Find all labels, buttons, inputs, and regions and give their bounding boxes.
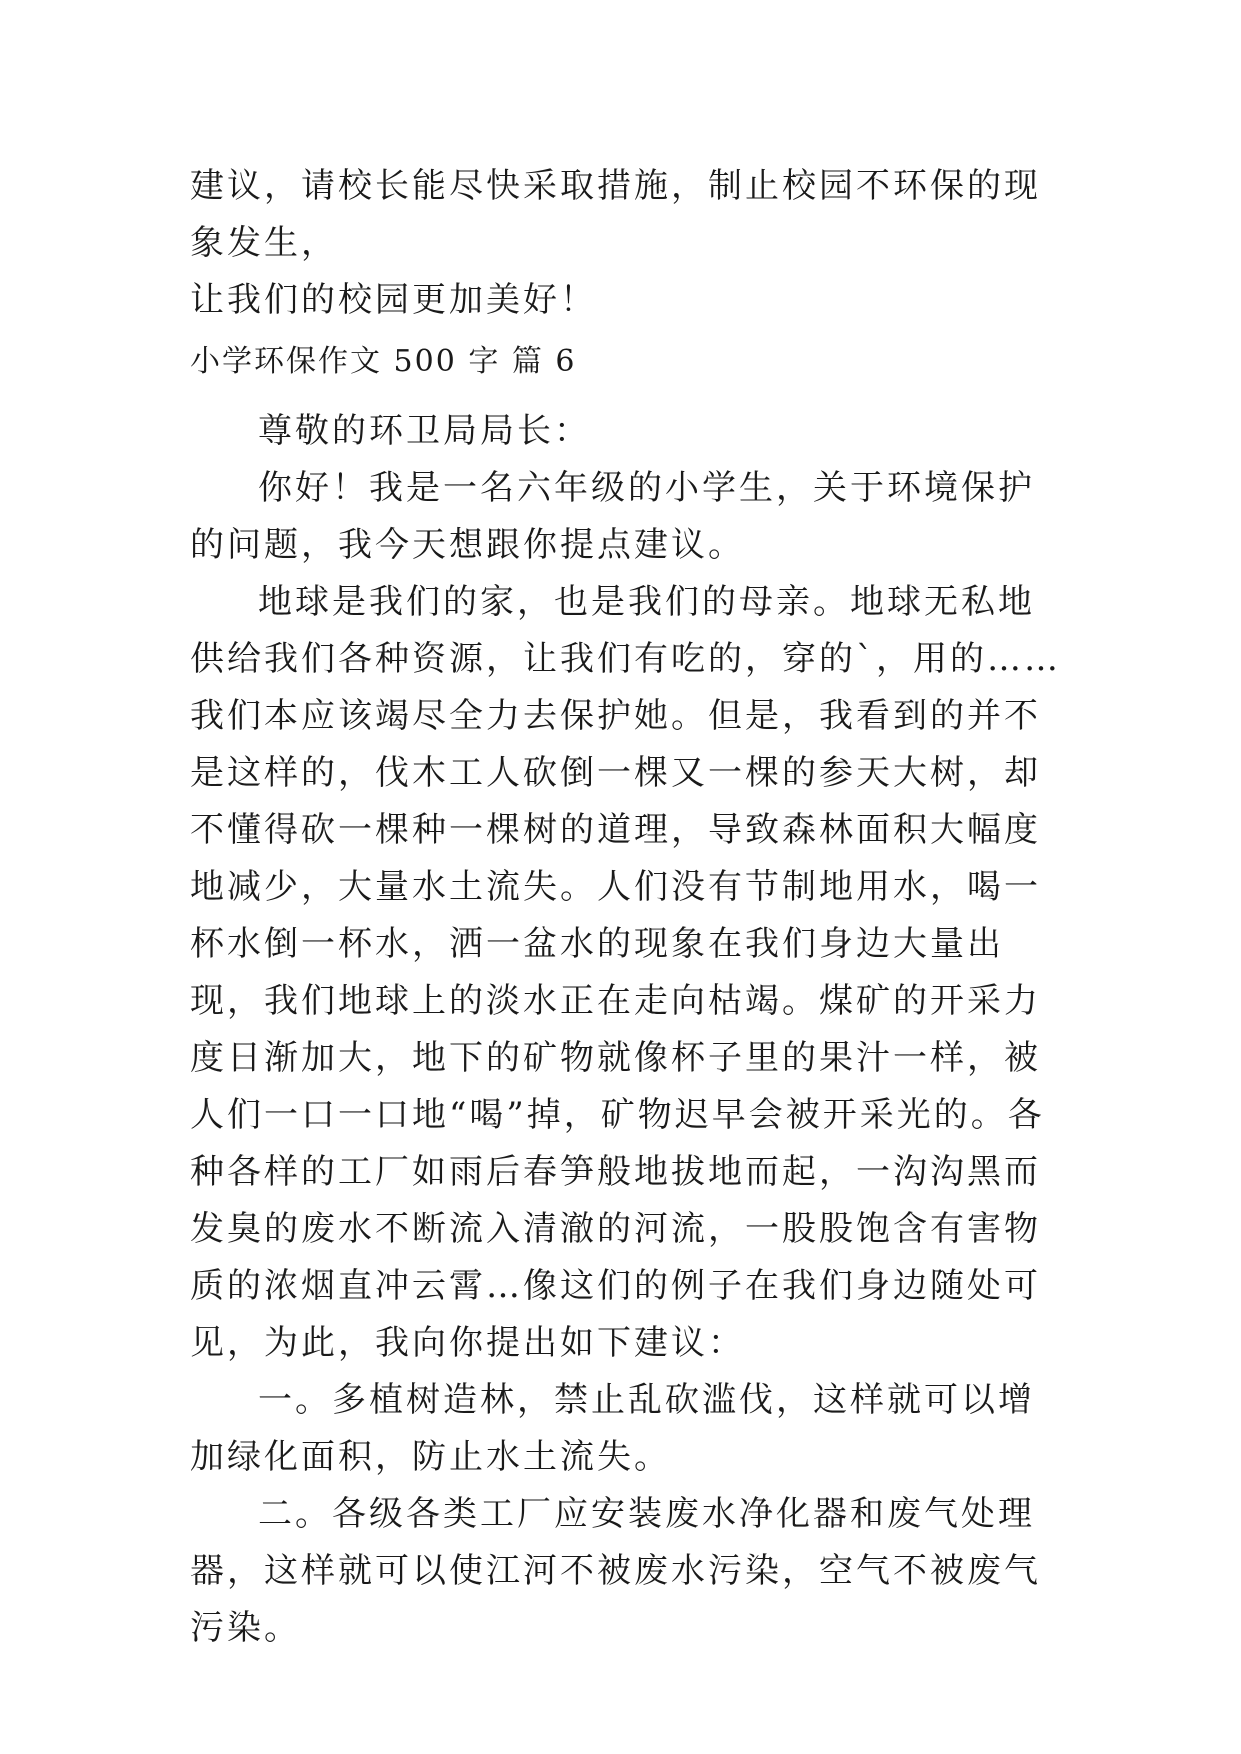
text-line: 让我们的校园更加美好！	[190, 280, 597, 320]
text-line: 建议，请校长能尽快采取措施，制止校园不环保的现象发生，	[190, 166, 1041, 263]
salutation: 尊敬的环卫局局长：	[258, 411, 591, 451]
paragraph: 地球是我们的家，也是我们的母亲。地球无私地供给我们各种资源，让我们有吃的，穿的`，用的……我们本应该竭尽全力去保护她。但是，我看到的并不是这样的，伐木工人砍倒一棵又一棵的参天大树，却不懂得砍一棵种一棵树的道理，导致森林面积大幅度地减少，大量水土流失。人们没有节制地用水，喝一杯水倒一杯水，洒一盆水的现象在我们身边大量出现，我们地球上的淡水正在走向枯竭。煤矿的开采力度日渐加大，地下的矿物就像杯子里的果汁一样，被人们一口一口地“喝”掉，矿物迟早会被开采光的。各种各样的工厂如雨后春笋般地拔地而起，一沟沟黑而发臭的废水不断流入清澈的河流，一股股饱含有害物质的浓烟直冲云霄…像这们的例子在我们身边随处可见，为此，我向你提出如下建议：	[190, 582, 1061, 1363]
paragraph: 一。多植树造林，禁止乱砍滥伐，这样就可以增加绿化面积，防止水土流失。	[190, 1380, 1035, 1477]
letter-body	[190, 403, 1070, 1657]
paragraph: 你好！我是一名六年级的小学生，关于环境保护的问题，我今天想跟你提点建议。	[190, 468, 1035, 565]
paragraph: 二。各级各类工厂应安装废水净化器和废气处理器，这样就可以使江河不被废水污染，空气不被废气污染。	[190, 1494, 1041, 1648]
continuation-text	[190, 158, 1070, 329]
section-heading: 小学环保作文 500 字 篇 6	[190, 344, 577, 379]
